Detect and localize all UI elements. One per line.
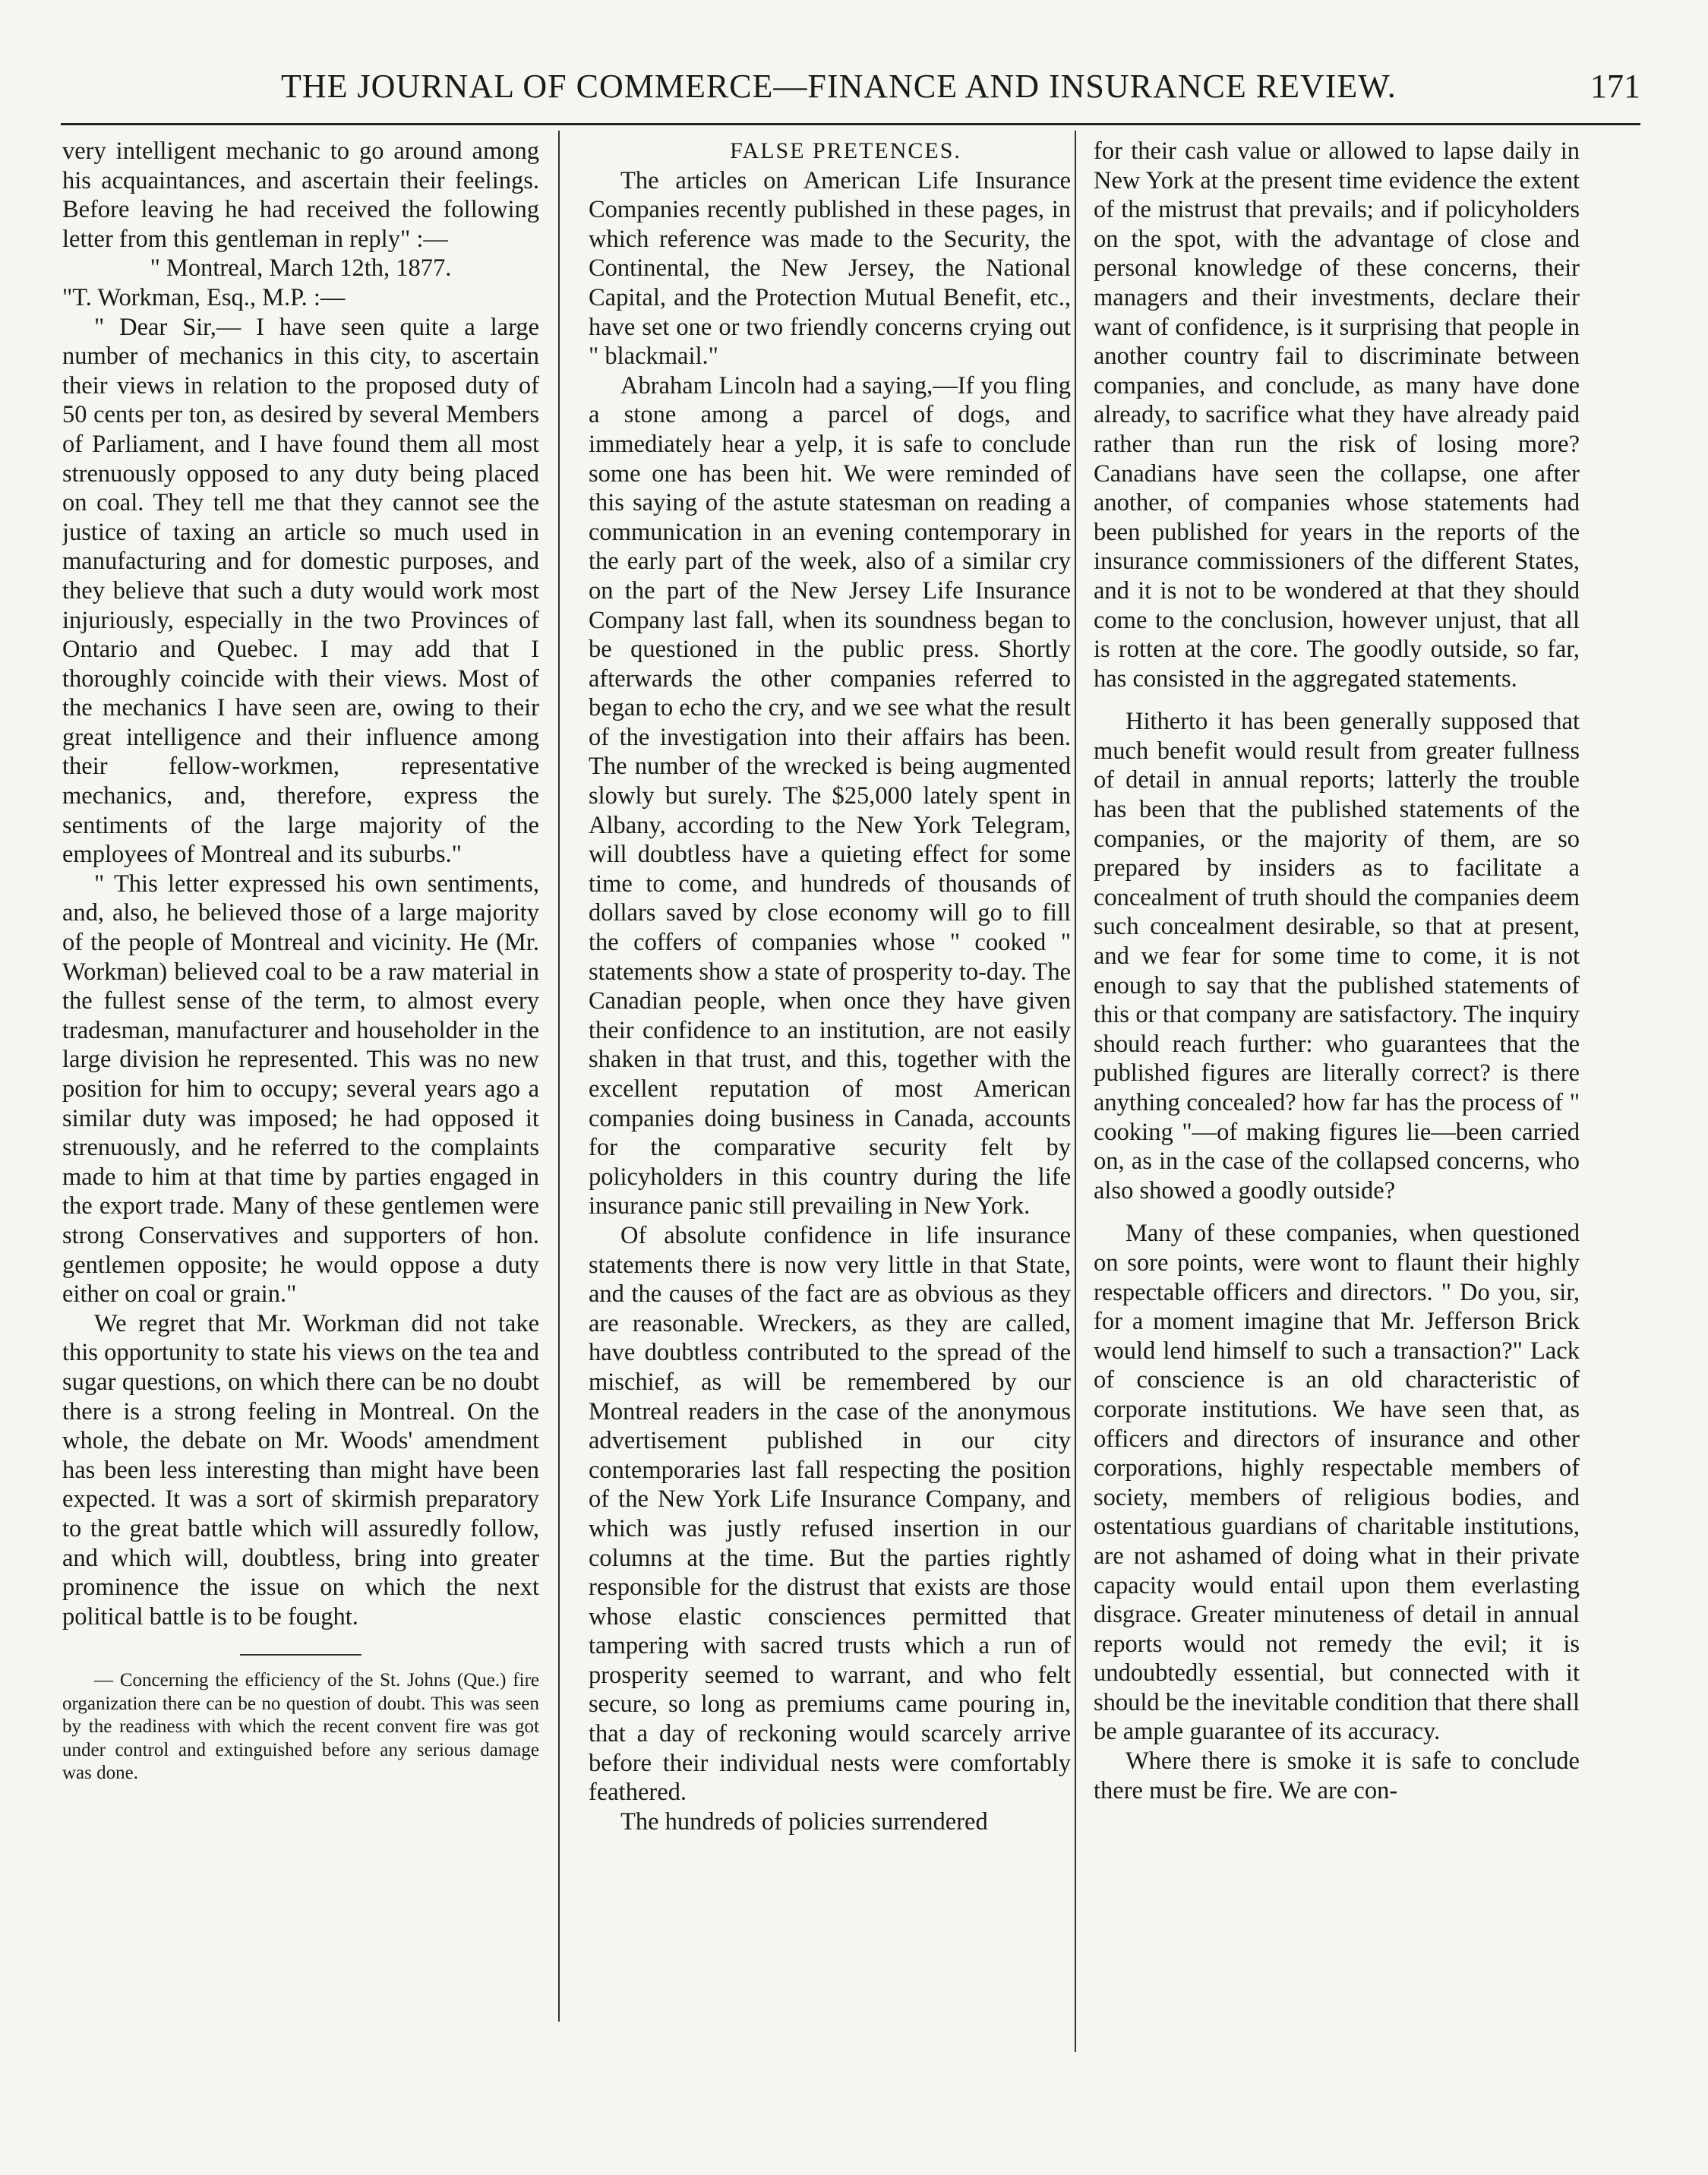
paragraph: Hitherto it has been generally supposed that much benefit would result from greater fullness of detail in annual reports; latterly the trouble has been that the published statements of the companies, or the majority of them, are so prepared by insiders as to facilitate a concealment of truth should the companies deem such concealment desirable, so that at present, and we fear for some time to come, it is not enough to say that the published statements of this or that company are satisfactory. The inquiry should reach further: who guarantees that the published figures are literally correct? is there anything concealed? how far has the process of " cooking "—of making figures lie—been carried on, as in the case of the collapsed concerns, who also showed a goodly outside? [1094, 708, 1580, 1204]
letter-dateline: " Montreal, March 12th, 1877. [150, 254, 452, 283]
section-divider [240, 1654, 361, 1656]
paragraph: very intelligent mechanic to go around among his acquaintances, and ascertain their feelings. Before leaving he had received the following letter from this gentleman in reply" :— [62, 137, 539, 253]
paragraph: The articles on American Life Insurance Companies recently published in these pages, in which reference was made to the Security, the Continental, the New Jersey, the National Capital, and the Protection Mutual Benefit, etc., have set one or two friendly concerns crying out " blackmail." [589, 166, 1071, 371]
column-rule-right [1075, 131, 1076, 2052]
letter-addressee: "T. Workman, Esq., M.P. :— [62, 283, 346, 311]
column-middle [589, 137, 1071, 2142]
paragraph: " This letter expressed his own sentiments, and, also, he believed those of a large majority of the people of Montreal and vicinity. He (Mr. Workman) believed coal to be a raw material in the fullest sense of the term, to almost every tradesman, manufacturer and householder in the large division he represented. This was no new position for him to occupy; several years ago a similar duty was imposed; he had opposed it strenuously, and he referred to the complaints made to him at that time by parties engaged in the export trade. Many of these gentlemen were strong Conservatives and supporters of hon. gentlemen opposite; he would oppose a duty either on coal or grain." [62, 870, 539, 1308]
paragraph: We regret that Mr. Workman did not take this opportunity to state his views on the tea and sugar questions, on which there can be no doubt there is a strong feeling in Montreal. On the whole, the debate on Mr. Woods' amendment has been less interesting than might have been expected. It was a sort of skirmish preparatory to the great battle which will assuredly follow, and which will, doubtless, bring into greater prominence the issue on which the next political battle is to be fought. [62, 1309, 539, 1630]
paragraph: for their cash value or allowed to lapse daily in New York at the present time evidence the extent of the mistrust that prevails; and if policyholders on the spot, with the advantage of close and personal knowledge of these concerns, their managers and their investments, declare their want of confidence, is it surprising that people in another country fail to discriminate between companies, and conclude, as many have done already, to sacrifice what they have already paid rather than run the risk of losing more? Canadians have seen the collapse, one after another, of companies whose statements had been published for years in the reports of the insurance commissioners of the different States, and it is not to be wondered at that they should come to the conclusion, however unjust, that all is rotten at the core. The goodly outside, so far, has consisted in the aggregated statements. [1094, 137, 1580, 693]
running-title: THE JOURNAL OF COMMERCE—FINANCE AND INSURANCE REVIEW. [281, 68, 1397, 105]
paragraph: Of absolute confidence in life insurance statements there is now very little in that State, and the causes of the fact are as obvious as they are reasonable. Wreckers, as they are called, have doubtless contributed to the spread of the mischief, as will be remembered by our Montreal readers in the case of the anonymous advertisement published in our city contemporaries last fall respecting the position of the New York Life Insurance Company, and which was justly refused insertion in our columns at the time. But the parties rightly responsible for the distrust that exists are those whose elastic consciences permitted that tampering with sacred trusts which a run of prosperity seemed to warrant, and who felt secure, so long as premiums came pouring in, that a day of reckoning would scarcely arrive before their individual nests were comfortably feathered. [589, 1221, 1071, 1807]
paragraph: Where there is smoke it is safe to conclude there must be fire. We are con- [1094, 1747, 1580, 1804]
page-number: 171 [1590, 68, 1640, 105]
page-header [61, 67, 1656, 112]
paragraph: " Dear Sir,— I have seen quite a large number of mechanics in this city, to ascertain their views in relation to the proposed duty of 50 cents per ton, as desired by several Members of Parliament, and I have found them all most strenuously opposed to any duty being placed on coal. They tell me that they cannot see the justice of taxing an article so much used in manufacturing and for domestic purposes, and they believe that such a duty would work most injuriously, especially in the two Provinces of Ontario and Quebec. I may add that I thoroughly coincide with their views. Most of the mechanics I have seen are, owing to their great intelligence and their influence among their fellow-workmen, representative mechanics, and, therefore, express the sentiments of the large majority of the employees of Montreal and its suburbs." [62, 313, 539, 869]
paragraph: The hundreds of policies surrendered [620, 1807, 988, 1836]
paragraph: Abraham Lincoln had a saying,—If you fling a stone among a parcel of dogs, and immediately hear a yelp, it is safe to conclude some one has been hit. We were reminded of this saying of the astute statesman on reading a communication in an evening contemporary in the early part of the week, also of a similar cry on the part of the New Jersey Life Insurance Company last fall, when its soundness began to be questioned in the public press. Shortly afterwards the other companies referred to began to echo the cry, and we see what the result of the investigation into their affairs has been. The number of the wrecked is being augmented slowly but surely. The $25,000 lately spent in Albany, according to the New York Telegram, will doubtless have a quieting effect for some time to come, and hundreds of thousands of dollars saved by close economy will go to fill the coffers of companies whose " cooked " statements show a state of prosperity to-day. The Canadian people, when once they have given their confidence to an institution, are not easily shaken in that trust, and this, together with the excellent reputation of most American companies doing business in Canada, accounts for the comparative security felt by policyholders in this country during the life insurance panic still prevailing in New York. [589, 371, 1071, 1220]
paragraph-gap [1094, 1205, 1580, 1219]
column-left [62, 137, 539, 2142]
paragraph: Many of these companies, when questioned on sore points, were wont to flaunt their highly respectable officers and directors. " Do you, sir, for a moment imagine that Mr. Jefferson Brick would lend himself to such a transaction?" Lack of conscience is an old characteristic of corporate institutions. We have seen that, as officers and directors of insurance and other corporations, highly respectable members of society, members of religious bodies, and ostentatious guardians of charitable institutions, are not ashamed of doing what in their private capacity would entail upon them everlasting disgrace. Greater minuteness of detail in annual reports would not remedy the evil; it is undoubtedly essential, but connected with it should be the inevitable condition that there shall be ample guarantee of its accuracy. [1094, 1220, 1580, 1746]
paragraph-gap [1094, 693, 1580, 707]
article-title: FALSE PRETENCES. [730, 138, 961, 163]
column-right [1094, 137, 1580, 2142]
header-rule [61, 123, 1640, 125]
news-note: — Concerning the efficiency of the St. Johns (Que.) fire organization there can be no question of doubt. This was seen by the readiness with which the recent convent fire was got under control and extinguished before any serious damage was done. [62, 1670, 539, 1784]
column-rule-left [558, 131, 560, 2022]
